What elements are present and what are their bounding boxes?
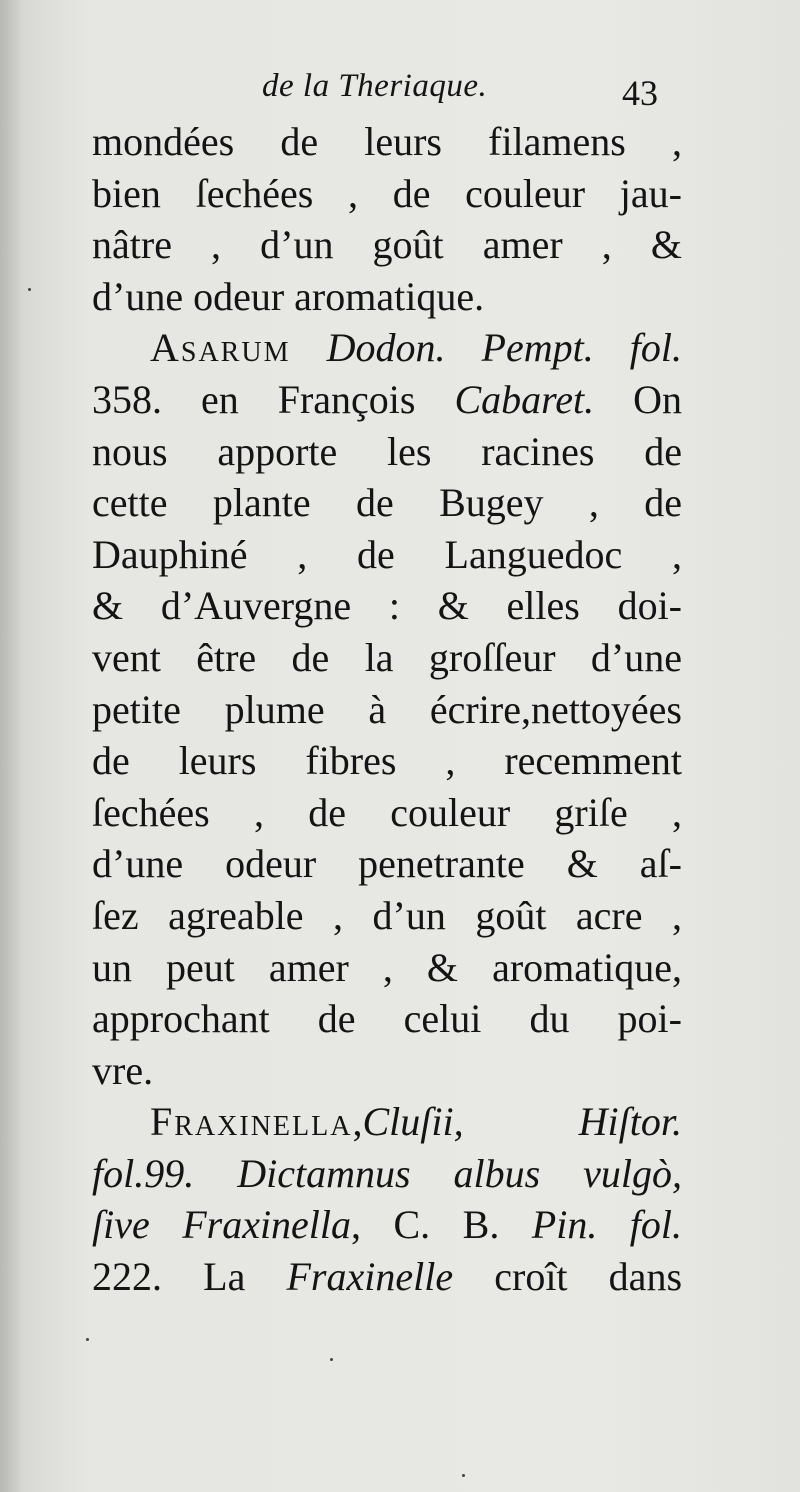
text-segment: vre. [92, 1047, 154, 1093]
page-number: 43 [622, 73, 658, 113]
text-segment: cette plante de Bugey , de [92, 480, 682, 526]
ink-speck [330, 1358, 333, 1361]
ink-speck [462, 1474, 465, 1477]
text-line [92, 322, 682, 374]
italic-text: Dodon. Pempt. fol. [326, 325, 682, 371]
text-segment: d’une odeur penetrante & aſ- [92, 841, 682, 887]
italic-text: Fraxinelle [286, 1254, 454, 1300]
text-line [92, 374, 682, 426]
text-segment: nous apporte les racines de [92, 428, 682, 474]
text-line [92, 477, 682, 529]
text-segment: croît dans [453, 1254, 683, 1300]
running-title: de la Theriaque. [262, 68, 488, 104]
text-segment: de leurs fibres , recemment [92, 738, 682, 784]
text-line [92, 1096, 682, 1148]
text-segment: mondées de leurs filamens , [92, 119, 682, 164]
text-segment: & d’Auvergne : & elles doi- [92, 583, 682, 629]
text-line [92, 993, 682, 1045]
text-segment: On [594, 376, 682, 422]
text-line [92, 632, 682, 684]
small-caps-text: Asarum [150, 325, 291, 371]
text-segment: approchant de celui du poi- [92, 996, 682, 1042]
text-line [92, 735, 682, 787]
italic-text: Pin. fol. [531, 1202, 682, 1248]
text-segment [290, 325, 326, 370]
text-line [92, 1251, 682, 1303]
text-segment: 358. en François [92, 376, 455, 422]
text-line [92, 942, 682, 994]
spine-shadow [0, 0, 22, 1492]
text-line [92, 787, 682, 839]
text-segment: d’une odeur aromatique. [92, 273, 485, 319]
body-text [92, 116, 682, 1303]
italic-text: Cluſii, Hiſtor. [362, 1099, 682, 1145]
text-line [92, 1045, 682, 1097]
text-line [92, 838, 682, 890]
italic-text: Cabaret. [454, 376, 595, 422]
text-line [92, 116, 682, 168]
text-segment: Dauphiné , de Languedoc , [92, 531, 682, 577]
small-caps-text: Fraxinella [150, 1099, 353, 1145]
text-segment: , [352, 1099, 363, 1145]
text-segment: , C. B. [351, 1202, 532, 1248]
text-line [92, 529, 682, 581]
text-segment: un peut amer , & aromatique, [92, 944, 682, 990]
text-line [92, 580, 682, 632]
text-segment: petite plume à écrire,nettoyées [92, 686, 682, 732]
italic-text: ſive Fraxinella [92, 1202, 352, 1248]
text-line [92, 219, 682, 271]
text-segment: 222. La [92, 1254, 287, 1300]
text-line [92, 890, 682, 942]
text-segment: ſez agreable , d’un goût acre , [92, 892, 682, 938]
text-segment: bien ſechées , de couleur jau- [92, 170, 682, 216]
ink-speck [28, 288, 31, 291]
text-line [92, 1148, 682, 1200]
text-line [92, 426, 682, 478]
text-segment: ſechées , de couleur griſe , [92, 789, 682, 835]
text-line [92, 168, 682, 220]
italic-text: fol.99. Dictamnus albus vulgò, [92, 1150, 682, 1196]
text-line [92, 1199, 682, 1251]
text-line [92, 684, 682, 736]
ink-speck [86, 1338, 89, 1341]
text-line [92, 271, 682, 323]
text-segment: nâtre , d’un goût amer , & [92, 222, 682, 268]
text-segment: vent être de la groſſeur d’une [92, 634, 682, 680]
